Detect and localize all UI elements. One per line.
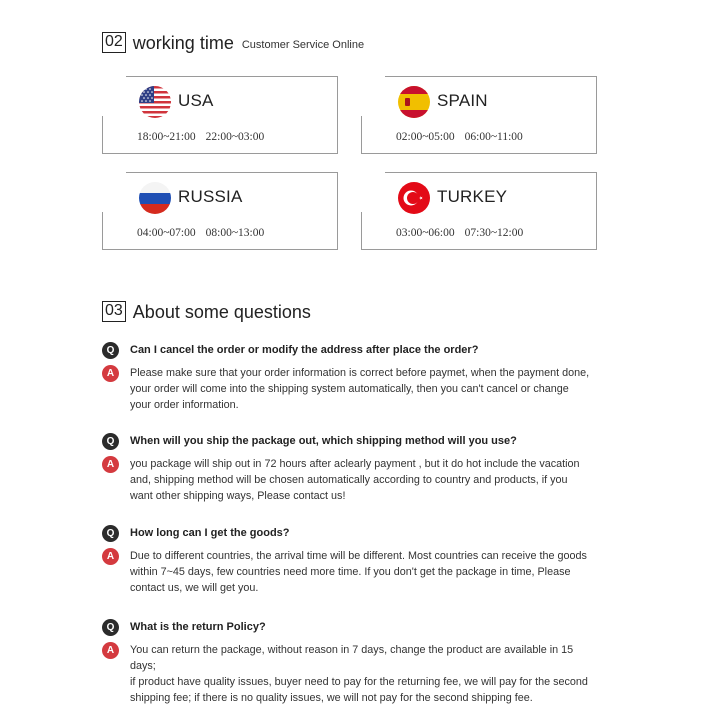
time-slot: 06:00~11:00 [464,131,523,143]
answer-line: and, shipping method will be chosen automatically according to country and products, if you [130,474,568,486]
spain-flag-icon [398,86,430,118]
country-card-usa [102,76,338,154]
russia-flag-icon [139,182,171,214]
time-slot: 03:00~06:00 [396,227,455,239]
section-title: working time [132,33,234,53]
answer-line: your order will come into the shipping system automatically, then you can't cancel or change [130,383,569,395]
time-slot: 07:30~12:00 [464,227,524,239]
question-badge-icon: Q [102,619,119,636]
country-name: USA [178,91,214,110]
answer-line: shipping fee; if there is no quality issues, we will not pay for the second shipping fee. [130,692,533,704]
answer-line: if product have quality issues, buyer need to pay for the returning fee, we will pay for the second [130,676,588,688]
time-slots [137,227,264,239]
qa-item [102,433,592,504]
time-slot: 18:00~21:00 [137,131,196,143]
time-slot: 22:00~03:00 [205,131,265,143]
country-card-russia [102,172,338,250]
turkey-flag-icon [398,182,430,214]
answer-text [130,456,580,504]
question-text: When will you ship the package out, which shipping method will you use? [130,435,517,447]
question-text: How long can I get the goods? [130,527,290,539]
question-text: What is the return Policy? [130,621,266,633]
answer-text [130,365,589,413]
qa-item [102,619,592,706]
time-slot: 04:00~07:00 [137,227,196,239]
usa-flag-icon [139,86,171,118]
answer-line: You can return the package, without reason in 7 days, change the product are available in 15 days; [130,644,574,672]
answer-badge-icon: A [102,365,119,382]
answer-line: your order information. [130,399,239,411]
question-badge-icon: Q [102,525,119,542]
section-subtitle: Customer Service Online [241,39,365,51]
working-time-header [102,32,364,53]
questions-header [102,301,311,322]
section-number: 03 [102,301,126,322]
country-card-turkey [361,172,597,250]
answer-line: Please make sure that your order information is correct before paymet, when the payment done, [130,367,590,379]
section-number: 02 [102,32,126,53]
country-name: SPAIN [437,91,488,110]
answer-badge-icon: A [102,642,119,659]
question-badge-icon: Q [102,433,119,450]
answer-line: you package will ship out in 72 hours after aclearly payment , but it do hot include the vacation [130,458,580,470]
answer-line: want other shipping ways, Please contact us! [130,490,346,502]
answer-badge-icon: A [102,456,119,473]
time-slot: 02:00~05:00 [396,131,455,143]
time-slots [396,131,523,143]
section-title: About some questions [132,302,311,322]
answer-line: within 7~45 days, few countries need more time. If you don't get the package in time, Please [130,566,571,578]
answer-line: Due to different countries, the arrival time will be different. Most countries can receive the goods [130,550,587,562]
country-card-spain [361,76,597,154]
country-name: RUSSIA [178,187,243,206]
answer-text [130,548,587,596]
time-slots [137,131,264,143]
answer-line: contact us, we will get you. [130,582,259,594]
answer-badge-icon: A [102,548,119,565]
question-badge-icon: Q [102,342,119,359]
qa-item [102,342,592,413]
time-slot: 08:00~13:00 [205,227,265,239]
qa-item [102,525,592,596]
question-text: Can I cancel the order or modify the address after place the order? [130,344,479,356]
time-slots [396,227,523,239]
answer-text [130,642,592,706]
country-name: TURKEY [437,187,508,206]
